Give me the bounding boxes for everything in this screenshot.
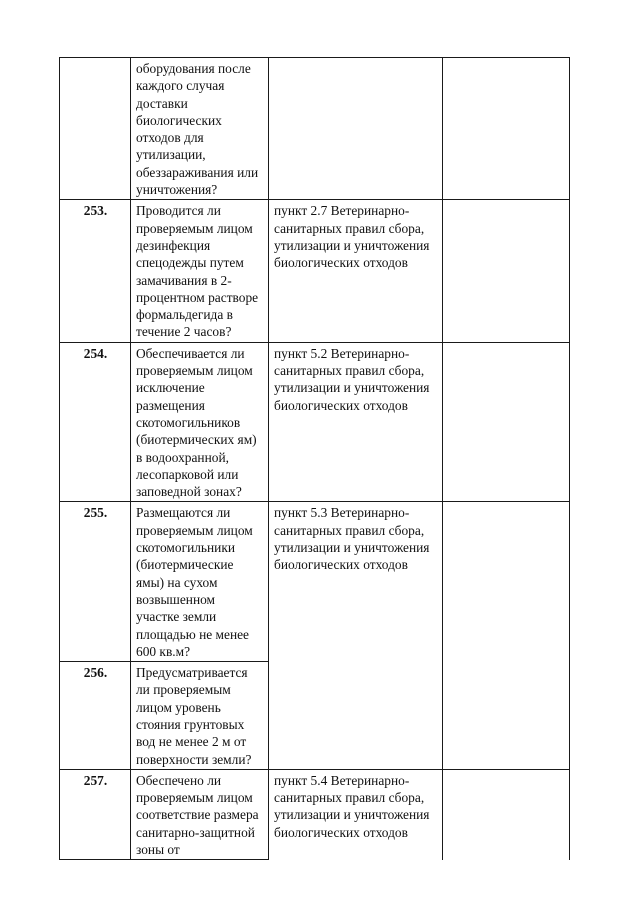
question-text: Проводится ли проверяемым лицом дезинфекция спецодежды путем замачивания в 2- процентном растворе формальдегида в течение 2 часов?: [136, 203, 259, 340]
question-text: Обеспечено ли проверяемым лицом соответствие размера санитарно-защитной зоны от: [136, 772, 259, 858]
question-cell: [131, 342, 269, 502]
question-cell: [131, 769, 269, 859]
answer-cell: [443, 502, 570, 769]
item-number: 253.: [83, 203, 108, 219]
reference-cell: [269, 200, 443, 342]
answer-cell: [443, 58, 570, 200]
item-number-cell: [60, 342, 131, 502]
question-cell: [131, 662, 269, 770]
reference-text: пункт 5.3 Ветеринарно- санитарных правил сбора, утилизации и уничтожения биологических отходов: [274, 505, 430, 573]
question-cell: [131, 58, 269, 200]
item-number-cell: [60, 58, 131, 200]
reference-cell: [269, 342, 443, 502]
question-text: Размещаются ли проверяемым лицом скотомогильники (биотермические ямы) на сухом возвышенном участке земли площадью не менее 600 кв.м?: [136, 505, 253, 659]
table-row: [60, 502, 570, 662]
question-text: Обеспечивается ли проверяемым лицом исключение размещения скотомогильников (биотермических ям) в водоохранной, лесопарковой или заповедной зонах?: [136, 345, 257, 500]
answer-cell: [443, 769, 570, 859]
question-text: Предусматривается ли проверяемым лицом уровень стояния грунтовых вод не менее 2 м от поверхности земли?: [136, 665, 252, 767]
reference-cell: [269, 502, 443, 769]
item-number-cell: [60, 200, 131, 342]
reference-text: пункт 5.4 Ветеринарно- санитарных правил сбора, утилизации и уничтожения биологических отходов: [274, 772, 430, 840]
item-number-cell: [60, 502, 131, 662]
checklist-table: [59, 57, 570, 860]
reference-cell: [269, 769, 443, 859]
question-cell: [131, 502, 269, 662]
answer-cell: [443, 200, 570, 342]
table-row: [60, 58, 570, 200]
table-row: [60, 200, 570, 342]
item-number: 254.: [83, 345, 108, 361]
reference-cell: [269, 58, 443, 200]
item-number: 257.: [83, 772, 108, 788]
reference-text: пункт 5.2 Ветеринарно- санитарных правил сбора, утилизации и уничтожения биологических отходов: [274, 345, 430, 413]
item-number-cell: [60, 769, 131, 859]
item-number: 255.: [83, 505, 108, 521]
item-number-cell: [60, 662, 131, 770]
table-row: [60, 342, 570, 502]
item-number: 256.: [83, 665, 108, 681]
question-cell: [131, 200, 269, 342]
answer-cell: [443, 342, 570, 502]
reference-text: пункт 2.7 Ветеринарно- санитарных правил сбора, утилизации и уничтожения биологических отходов: [274, 203, 430, 271]
question-text: оборудования после каждого случая доставки биологических отходов для утилизации, обеззараживания или уничтожения?: [136, 61, 259, 198]
table-row: [60, 769, 570, 859]
